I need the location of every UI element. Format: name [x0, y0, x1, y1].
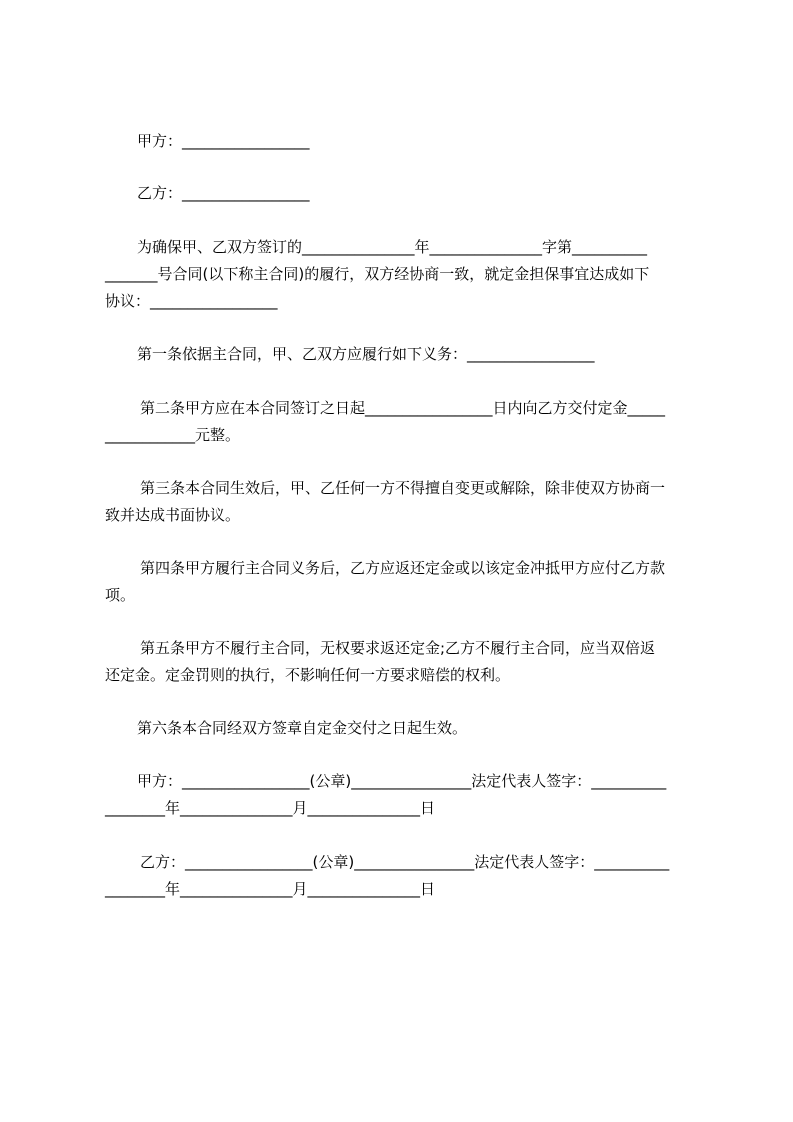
article-3-line-2: 致并达成书面协议。 [105, 506, 241, 524]
sign-a-line-2: ________年_______________月_______________日 [105, 799, 436, 817]
article-4-line-1: 第四条甲方履行主合同义务后，乙方应返还定金或以该定金冲抵甲方应付乙方款 [140, 559, 666, 577]
article-3-line-1: 第三条本合同生效后，甲、乙任何一方不得擅自变更或解除，除非使双方协商一 [140, 479, 666, 497]
sign-a-line-1: 甲方：_________________(公章)________________法定代表人签字：__________ [137, 772, 667, 790]
article-6: 第六条本合同经双方签章自定金交付之日起生效。 [137, 719, 468, 737]
article-4-line-2: 项。 [105, 586, 136, 604]
article-1: 第一条依据主合同，甲、乙双方应履行如下义务：_________________ [137, 345, 595, 363]
party-b-line: 乙方：_________________ [137, 184, 310, 202]
party-a-line: 甲方：_________________ [137, 132, 310, 150]
article-2-line-2: ____________元整。 [105, 426, 241, 444]
sign-b-line-1: 乙方：_________________(公章)________________法定代表人签字：__________ [140, 853, 670, 871]
article-5-line-1: 第五条甲方不履行主合同，无权要求返还定金;乙方不履行主合同，应当双倍返 [140, 639, 656, 657]
sign-b-line-2: ________年_______________月_______________日 [105, 880, 436, 898]
article-2-line-1: 第二条甲方应在本合同签订之日起_________________日内向乙方交付定金_____ [140, 399, 666, 417]
intro-line-1: 为确保甲、乙双方签订的_______________年_______________字第__________ [137, 238, 648, 256]
article-5-line-2: 还定金。定金罚则的执行，不影响任何一方要求赔偿的权利。 [105, 666, 511, 684]
intro-line-3: 协议：_________________ [105, 292, 278, 310]
intro-line-2: _______号合同(以下称主合同)的履行，双方经协商一致，就定金担保事宜达成如下 [105, 265, 650, 283]
